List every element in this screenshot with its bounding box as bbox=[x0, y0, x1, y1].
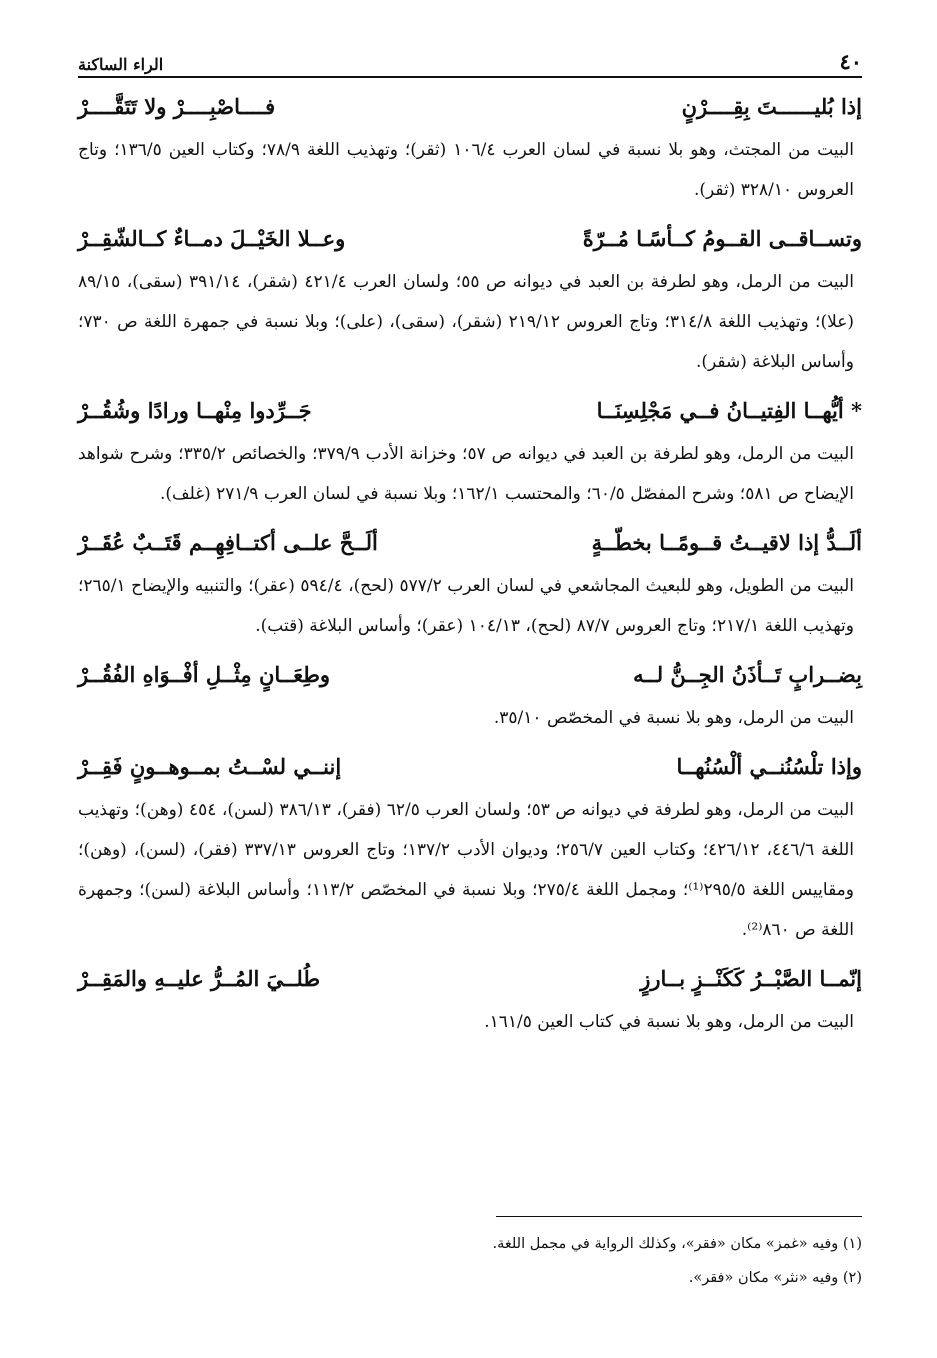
hemistich-first: إذا بُليــــــتَ بِقِــــرْنٍ bbox=[681, 94, 862, 119]
hemistich-first bbox=[597, 388, 862, 434]
verse-line bbox=[78, 652, 862, 698]
hemistich-second: جَــرِّدوا مِنْهــا ورادًا وشُقُــرْ bbox=[78, 398, 312, 423]
footnote-divider bbox=[496, 1216, 862, 1217]
hemistich-second: وطِعَــانٍ مِثْــلِ أفْــوَاهِ الفُقُــرْ bbox=[78, 662, 331, 687]
verse-entry bbox=[78, 84, 862, 210]
hemistich-second: إننــي لسْــتُ بمــوهــونٍ فَقِــرْ bbox=[78, 754, 342, 779]
citation-text: البيت من الرمل، وهو لطرفة في ديوانه ص ٥٣؛ ولسان العرب ٦٢/٥ (فقر)، ٣٨٦/١٣ (لسن)، ٤٥٤ (وهن)؛ وتهذيب اللغة ٤٤٦/٦، ٤٢٦/١٢؛ وكتاب العين ٢٥٦/٧؛ وديوان الأدب ١٣٧/٢؛ وتاج العروس ٣٣٧/١٣ (فقر)، (لسن)، (وهن)؛ ومقاييس اللغة ٢٩٥/٥⁽¹⁾؛ ومجمل اللغة ٢٧٥/٤؛ وبلا نسبة في المخصّص ١١٣/٢؛ وأساس البلاغة (لسن)؛ وجمهرة اللغة ص ٨٦٠⁽²⁾. bbox=[78, 800, 855, 940]
hemistich-second: طُلــيَ المُــرُّ عليــهِ والمَقِــرْ bbox=[78, 966, 321, 991]
hemistich-first: إنّمــا الصَّبْــرُ كَكَنْــزٍ بــارزٍ bbox=[640, 966, 862, 991]
citation-text: البيت من الرمل، وهو لطرفة بن العبد في ديوانه ص ٥٥؛ ولسان العرب ٤٢١/٤ (شقر)، ٣٩١/١٤ (سقى)، ٨٩/١٥ (علا)؛ وتهذيب اللغة ٣١٤/٨؛ وتاج العروس ٢١٩/١٢ (شقر)، (سقى)، (على)؛ وبلا نسبة في جمهرة اللغة ص ٧٣٠؛ وأساس البلاغة (شقر). bbox=[78, 272, 855, 372]
citation-text: البيت من المجتث، وهو بلا نسبة في لسان العرب ١٠٦/٤ (ثقر)؛ وتهذيب اللغة ٧٨/٩؛ وكتاب العين ١٣٦/٥؛ وتاج العروس ٣٢٨/١٠ (ثقر). bbox=[78, 140, 855, 200]
page bbox=[78, 48, 862, 1042]
hemistich-first: بِضــرابٍ تَــأذَنُ الجِــنُّ لــه bbox=[633, 662, 862, 687]
verse-line bbox=[78, 216, 862, 262]
header-title: الراء الساكنة bbox=[78, 55, 164, 74]
running-header bbox=[78, 48, 862, 78]
verse-entry bbox=[78, 956, 862, 1042]
footnote-2: (٢) وفيه «نثر» مكان «فقر». bbox=[688, 1270, 862, 1286]
hemistich-second: فــــاصْبِــــرْ ولا تَتَقَّــــرْ bbox=[78, 94, 276, 119]
verse-entry bbox=[78, 216, 862, 382]
verse-entry bbox=[78, 520, 862, 646]
verse-entry bbox=[78, 652, 862, 738]
hemistich-first: وإذا تلْسُنُنــي ألْسُنُهــا bbox=[676, 754, 862, 779]
page-number: ٤٠ bbox=[839, 49, 862, 74]
verse-entry bbox=[78, 388, 862, 514]
verse-entry bbox=[78, 744, 862, 950]
star-marker: * bbox=[851, 398, 862, 423]
verse-line bbox=[78, 956, 862, 1002]
verse-line bbox=[78, 744, 862, 790]
verse-line bbox=[78, 520, 862, 566]
hemistich-first: وتســاقــى القــومُ كــأسًـا مُــرّةً bbox=[582, 226, 862, 251]
hemistich-second: وعــلا الخَيْــلَ دمــاءٌ كــالشّقِــرْ bbox=[78, 226, 346, 251]
hemistich-first: ألَــدُّ إذا لاقيــتُ قــومًــا بخطّــةٍ bbox=[591, 530, 862, 555]
footnote-1: (١) وفيه «غمز» مكان «فقر»، وكذلك الرواية في مجمل اللغة. bbox=[492, 1236, 862, 1252]
citation-text: البيت من الرمل، وهو بلا نسبة في المخصّص ٣٥/١٠. bbox=[493, 708, 854, 728]
verse-line bbox=[78, 84, 862, 130]
citation-text: البيت من الرمل، وهو لطرفة بن العبد في ديوانه ص ٥٧؛ وخزانة الأدب ٣٧٩/٩؛ والخصائص ٣٣٥/٢؛ وشرح شواهد الإيضاح ص ٥٨١؛ وشرح المفصّل ٦٠/٥؛ والمحتسب ١٦٢/١؛ وبلا نسبة في لسان العرب ٢٧١/٩ (غلف). bbox=[78, 444, 855, 504]
verse-line bbox=[78, 388, 862, 434]
hemistich-first-text: أيُّهــا الفِتيــانُ فــي مَجْلِسِنَــا bbox=[596, 398, 844, 423]
citation-text: البيت من الطويل، وهو للبعيث المجاشعي في لسان العرب ٥٧٧/٢ (لحح)، ٥٩٤/٤ (عقر)؛ والتنبيه والإيضاح ٢٦٥/١؛ وتهذيب اللغة ٢١٧/١؛ وتاج العروس ٨٧/٧ (لحح)، ١٠٤/١٣ (عقر)؛ وأساس البلاغة (قتب). bbox=[78, 576, 854, 636]
citation-text: البيت من الرمل، وهو بلا نسبة في كتاب العين ١٦١/٥. bbox=[484, 1012, 854, 1032]
hemistich-second: ألَــحَّ علــى أكتــافِهِــم قَتَــبٌ عُقَــرْ bbox=[78, 530, 378, 555]
